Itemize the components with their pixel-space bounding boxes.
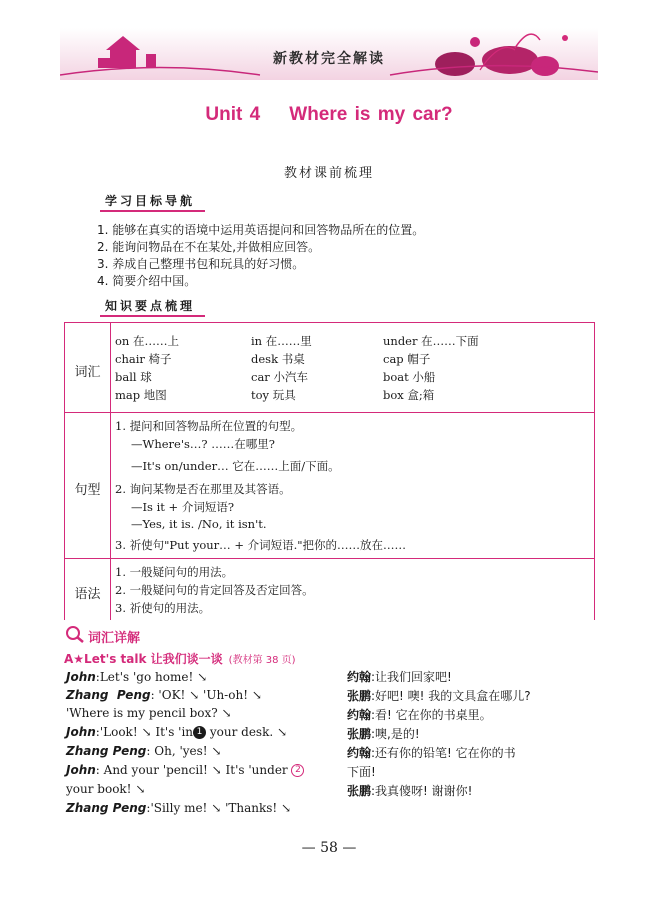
grammar-line: 2. 一般疑问句的肯定回答及否定回答。 (115, 583, 314, 597)
grammar-line: 3. 祈使句的用法。 (115, 601, 211, 615)
dialogue-text: : And your 'pencil! ↘ It's 'under (95, 763, 292, 777)
grammar-line: 1. 一般疑问句的用法。 (115, 565, 234, 579)
vocab-cell: boat 小船 (383, 370, 436, 384)
vocab-cell: cap 帽子 (383, 352, 431, 366)
vocab-cell: chair 椅子 (115, 352, 172, 366)
speaker: Zhang Peng (66, 801, 147, 815)
knowledge-heading: 知识要点梳理 (105, 299, 196, 313)
vocab-cell: car 小汽车 (251, 370, 308, 384)
dialogue-text: 'Where is my pencil box? ↘ (66, 706, 232, 720)
dialogue-text: :还有你的铅笔! 它在你的书 (371, 746, 516, 760)
speaker: Zhang Peng (66, 688, 151, 702)
part-a-note: (教材第 38 页) (228, 655, 296, 666)
book-title: 新教材完全解读 (273, 51, 385, 67)
speaker: 张鹏 (347, 689, 372, 703)
objective-item: 1. 能够在真实的语境中运用英语提问和回答物品所在的位置。 (97, 223, 425, 237)
objectives-heading-underline (100, 210, 205, 212)
dialogue-line-en (66, 688, 262, 702)
table-column-divider (110, 323, 111, 620)
speaker: 约翰 (347, 670, 372, 684)
dialogue-line-en (66, 763, 304, 777)
page-number: — 58 — (301, 840, 357, 856)
dialogue-line-en (66, 782, 145, 796)
dialogue-text: :'Look! ↘ It's 'in (95, 725, 194, 739)
vocab-cell: under 在……下面 (383, 334, 479, 348)
sentence-line: 2. 询问某物是否在那里及其答语。 (115, 482, 291, 496)
knowledge-table (64, 322, 595, 620)
dialogue-text: : Oh, 'yes! ↘ (146, 744, 222, 758)
sentence-line: —Yes, it is. /No, it isn't. (131, 517, 267, 531)
dialogue-text: :看! 它在你的书桌里。 (371, 708, 492, 722)
magnifier-icon (64, 624, 86, 644)
dialogue-text: : 'OK! ↘ 'Uh-oh! ↘ (150, 688, 262, 702)
sentence-line: —It's on/under… 它在……上面/下面。 (131, 459, 340, 473)
objective-item: 2. 能询问物品在不在某处,并做相应回答。 (97, 240, 321, 254)
grammar-label: 语法 (74, 587, 101, 602)
dialogue-line-zh (347, 744, 516, 761)
vocab-cell: box 盒;箱 (383, 388, 435, 402)
objective-item: 4. 简要介绍中国。 (97, 274, 197, 288)
dialogue-text: :噢,是的! (371, 727, 420, 741)
knowledge-heading-underline (100, 315, 205, 317)
dialogue-text: :Let's 'go home! ↘ (95, 670, 208, 684)
speaker: 约翰 (347, 746, 372, 760)
dialogue-line-en (66, 744, 222, 758)
speaker: 约翰 (347, 708, 372, 722)
dialogue-text: your book! ↘ (66, 782, 146, 796)
note-marker-1: 1 (193, 726, 206, 739)
dialogue-line-zh (347, 687, 531, 704)
dialogue-line-zh (347, 668, 452, 685)
vocab-cell: on 在……上 (115, 334, 179, 348)
vocab-cell: desk 书桌 (251, 352, 305, 366)
sentence-line: —Is it + 介词短语? (131, 500, 235, 514)
speaker: 张鹏 (347, 727, 372, 741)
speaker: 张鹏 (347, 784, 372, 798)
dialogue-text: :让我们回家吧! (371, 670, 452, 684)
table-row-divider (65, 558, 594, 559)
dialogue-text: your desk. ↘ (206, 725, 288, 739)
vocab-cell: toy 玩具 (251, 388, 296, 402)
vocab-cell: in 在……里 (251, 334, 312, 348)
dialogue-text: :'Silly me! ↘ 'Thanks! ↘ (146, 801, 292, 815)
vocab-detail-heading: 词汇详解 (88, 631, 141, 646)
vocab-label: 词汇 (74, 365, 101, 380)
dialogue-text: :好吧! 噢! 我的文具盒在哪儿? (371, 689, 531, 703)
dialogue-line-zh (347, 725, 420, 742)
vocab-cell: map 地图 (115, 388, 167, 402)
dialogue-line-en (66, 725, 287, 739)
speaker: John (66, 725, 96, 739)
vocab-cell: ball 球 (115, 370, 152, 384)
dialogue-line-zh (347, 706, 492, 723)
dialogue-text: :我真傻呀! 谢谢你! (371, 784, 473, 798)
dialogue-line-zh (347, 763, 376, 780)
objective-item: 3. 养成自己整理书包和玩具的好习惯。 (97, 257, 305, 271)
part-a-label: A★Let's talk 让我们谈一谈 (64, 652, 223, 666)
unit-title: Unit 4 Where is my car? (205, 104, 453, 125)
dialogue-line-zh (347, 782, 473, 799)
speaker: John (66, 670, 96, 684)
sentence-line: —Where's…? ……在哪里? (131, 437, 275, 451)
table-row-divider (65, 412, 594, 413)
dialogue-text: 下面! (347, 765, 376, 779)
sentence-line: 1. 提问和回答物品所在位置的句型。 (115, 419, 303, 433)
dialogue-line-en (66, 706, 232, 720)
section-title: 教材课前梳理 (283, 166, 374, 181)
sentence-line: 3. 祈使句"Put your… + 介词短语."把你的……放在…… (115, 538, 407, 552)
dialogue-line-en (66, 670, 207, 684)
speaker: Zhang Peng (66, 744, 147, 758)
sentence-label: 句型 (74, 483, 101, 498)
objectives-heading: 学习目标导航 (105, 194, 196, 208)
dialogue-line-en (66, 801, 291, 815)
speaker: John (66, 763, 96, 777)
note-marker-2: 2 (291, 764, 304, 777)
part-a-heading (64, 650, 296, 667)
